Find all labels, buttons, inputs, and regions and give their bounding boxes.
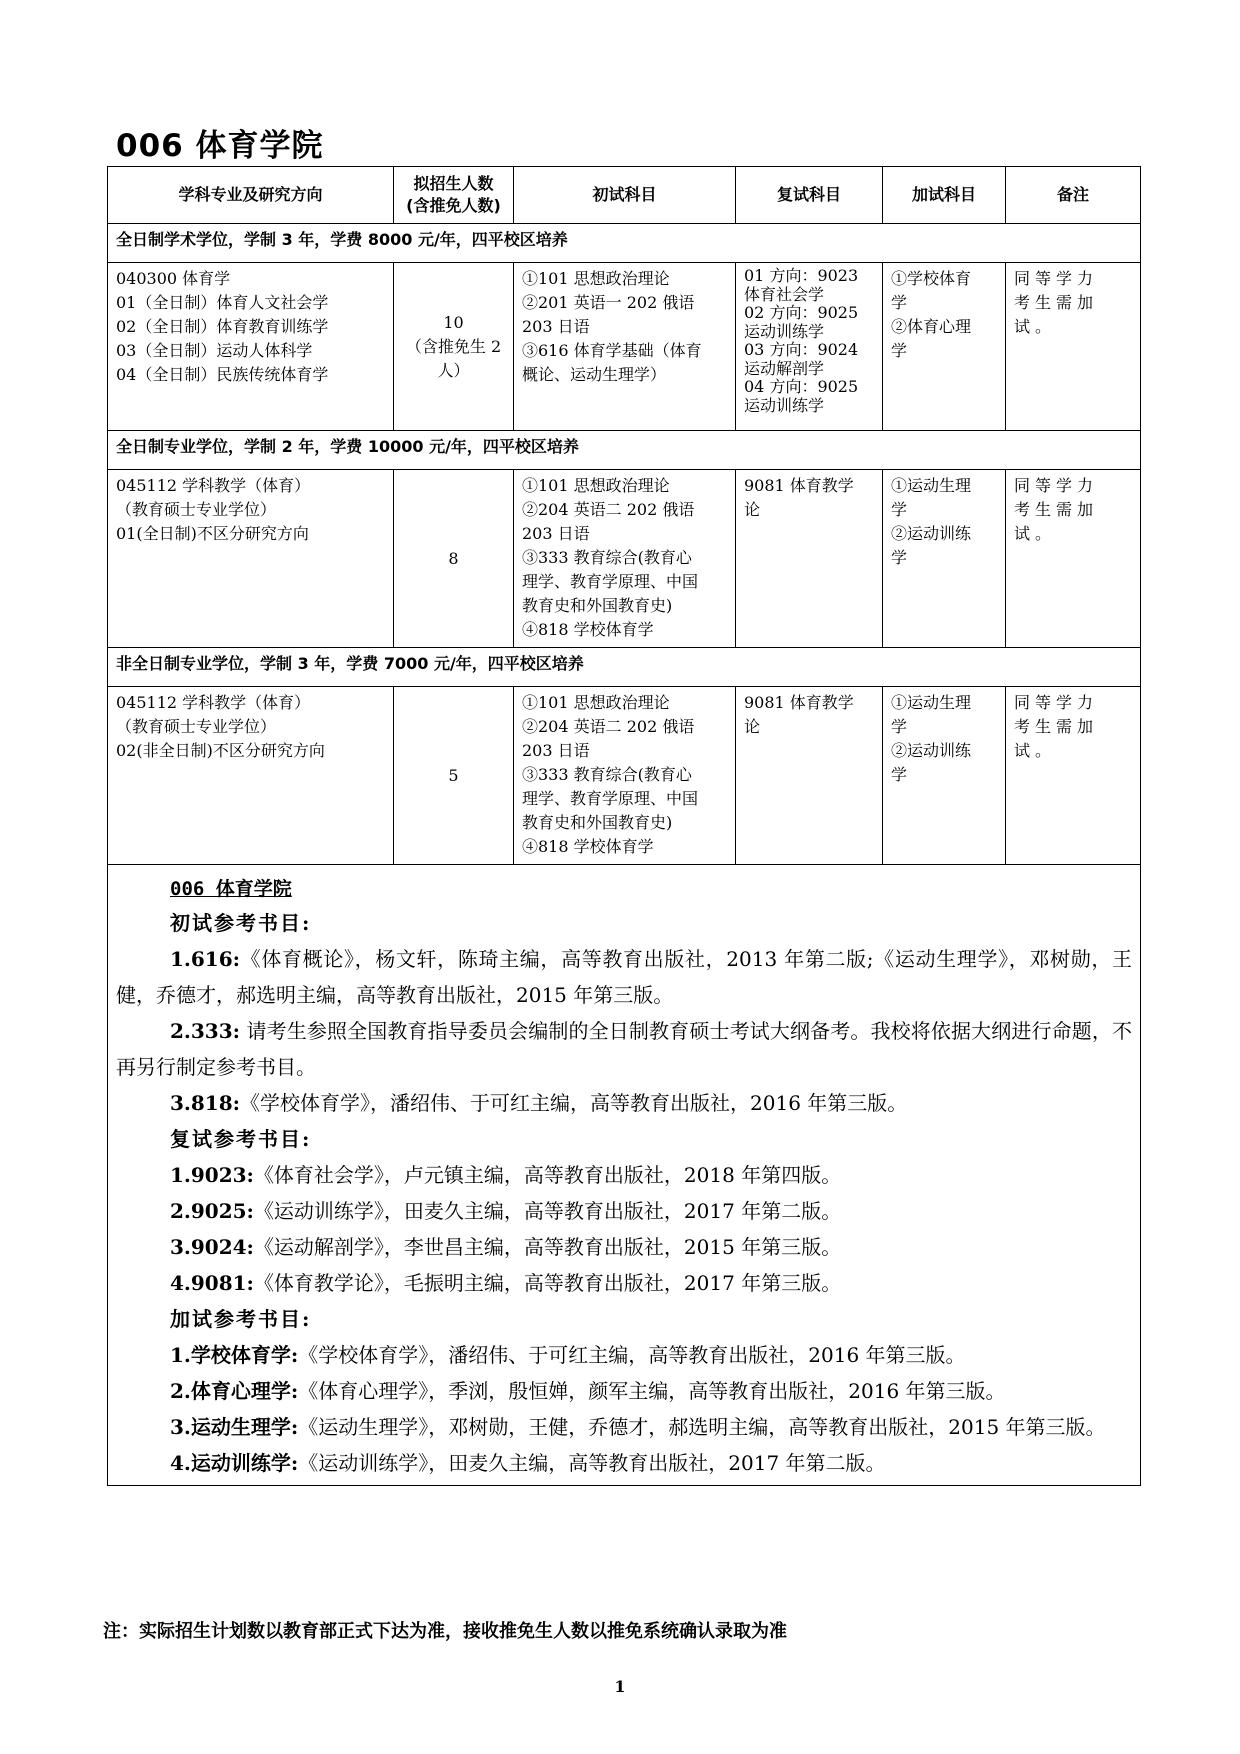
reference-text: 《学校体育学》，潘绍伟、于可红主编，高等教育出版社，2016 年第三版。 [298,1343,966,1367]
extra-references-list [116,1337,1132,1481]
reference-item [116,1085,1132,1121]
cell-line: ②运动训练 [891,741,972,760]
initial-exam-cell [514,470,736,648]
quota-cell [394,263,514,431]
reference-text: 《运动训练学》，田麦久主编，高等教育出版社，2017 年第二版。 [298,1451,886,1475]
reference-code: 3.818: [170,1091,241,1115]
cell-line: （教育硕士专业学位） [116,500,277,519]
cell-line: 040300 体育学 [116,269,231,288]
reference-text: 《学校体育学》，潘绍伟、于可红主编，高等教育出版社，2016 年第三版。 [240,1091,908,1115]
cell-line: 203 日语 [522,741,590,760]
cell-line: 学 [891,717,908,736]
remark-cell [1006,263,1141,431]
reference-item [116,1229,1132,1265]
cell-line: 03 方向：9024 [744,340,859,359]
reference-text: 请考生参照全国教育指导委员会编制的全日制教育硕士考试大纲备考。我校将依据大纲进行命题，不再另行制定参考书目。 [116,1019,1132,1079]
header-major: 学科专业及研究方向 [108,167,394,224]
admissions-table [107,166,1141,1486]
header-quota [394,167,514,224]
initial-exam-cell [514,687,736,865]
reference-text: 《运动训练学》，田麦久主编，高等教育出版社，2017 年第二版。 [253,1199,842,1223]
cell-line: ④818 学校体育学 [522,620,654,639]
cell-line: 9081 体育教学 [744,693,854,712]
extra-exam-cell [883,687,1006,865]
remark-cell [1006,687,1141,865]
major-cell [108,470,394,648]
cell-line: 04（全日制）民族传统体育学 [116,365,329,384]
section-heading: 非全日制专业学位，学制 3 年，学费 7000 元/年，四平校区培养 [108,648,1141,687]
reference-item [116,1409,1132,1445]
cell-line: ④818 学校体育学 [522,837,654,856]
references-title: 006 体育学院 [170,878,292,900]
cell-line: 学 [891,765,908,784]
reference-code: 2.333: [170,1019,241,1043]
cell-line: ③333 教育综合(教育心 [522,765,692,784]
cell-line: 体育社会学 [744,284,825,304]
reference-code: 4.9081: [170,1271,254,1295]
cell-line: 试。 [1014,317,1057,336]
page-title: 006 体育学院 [116,128,324,164]
reference-code: 1.616: [170,947,241,971]
reference-code: 4.运动训练学: [170,1451,299,1475]
cell-line: 学 [891,548,908,567]
section-heading-row [108,224,1141,263]
cell-line: ②204 英语二 202 俄语 [522,500,695,519]
extra-exam-cell [883,263,1006,431]
cell-line: 学 [891,500,908,519]
reference-text: 《体育概论》，杨文轩，陈琦主编，高等教育出版社，2013 年第二版;《运动生理学》，邓树勋，王健，乔德才，郝选明主编，高等教育出版社，2015 年第三版。 [116,947,1132,1007]
cell-line: 045112 学科教学（体育） [116,476,311,495]
reference-text: 《体育社会学》，卢元镇主编，高等教育出版社，2018 年第四版。 [253,1163,842,1187]
cell-line: 试。 [1014,741,1057,760]
initial-exam-cell [514,263,736,431]
cell-line: 概论、运动生理学） [522,365,667,384]
header-extra-exam: 加试科目 [883,167,1006,224]
retest-references-list [116,1157,1132,1301]
reference-item [116,1265,1132,1301]
section-heading-row [108,648,1141,687]
cell-line: ①101 思想政治理论 [522,693,670,712]
extra-references-heading: 加试参考书目: [170,1307,312,1331]
cell-line: 02(非全日制)不区分研究方向 [116,741,325,760]
cell-line: ①运动生理 [891,693,972,712]
major-cell [108,687,394,865]
cell-line: 203 日语 [522,317,590,336]
cell-line: 论 [744,717,761,736]
section-heading: 全日制学术学位，学制 3 年，学费 8000 元/年，四平校区培养 [108,224,1141,263]
cell-line: 10 [443,312,464,332]
header-initial-exam: 初试科目 [514,167,736,224]
initial-references-heading: 初试参考书目: [170,911,312,935]
cell-line: 同等学力 [1014,693,1099,712]
cell-line: 运动训练学 [744,395,825,415]
reference-code: 3.9024: [170,1235,254,1259]
reference-text: 《体育心理学》，季浏，殷恒婵，颜军主编，高等教育出版社，2016 年第三版。 [298,1379,1006,1403]
reference-code: 1.学校体育学: [170,1343,299,1367]
cell-line: ①学校体育 [891,269,972,288]
cell-line: 02 方向：9025 [744,303,859,322]
reference-code: 2.体育心理学: [170,1379,299,1403]
cell-line: ②体育心理 [891,317,972,336]
reference-item [116,1193,1132,1229]
cell-line: 理学、教育学原理、中国 [522,572,699,591]
section-heading-row [108,431,1141,470]
retest-references-heading: 复试参考书目: [170,1127,312,1151]
cell-line: 理学、教育学原理、中国 [522,789,699,808]
cell-line: 考生需加 [1014,717,1099,736]
cell-line: 8 [448,548,459,568]
cell-line: 045112 学科教学（体育） [116,693,311,712]
section-heading: 全日制专业学位，学制 2 年，学费 10000 元/年，四平校区培养 [108,431,1141,470]
cell-line: ①101 思想政治理论 [522,269,670,288]
program-row [108,687,1141,865]
cell-line: ③616 体育学基础（体育 [522,341,702,360]
retest-cell [736,470,883,648]
reference-item [116,1337,1132,1373]
page-number: 1 [614,1677,626,1696]
cell-line: 203 日语 [522,524,590,543]
cell-line: 教育史和外国教育史) [522,596,673,615]
program-row [108,470,1141,648]
cell-line: 考生需加 [1014,293,1099,312]
reference-item [116,1157,1132,1193]
references-row [108,865,1141,1486]
quota-cell [394,470,514,648]
header-retest: 复试科目 [736,167,883,224]
cell-line: ①101 思想政治理论 [522,476,670,495]
cell-line: ②运动训练 [891,524,972,543]
cell-line: （教育硕士专业学位） [116,717,277,736]
quota-cell [394,687,514,865]
header-quota-line1: 拟招生人数 [413,174,494,193]
cell-line: 03（全日制）运动人体科学 [116,341,313,360]
cell-line: 同等学力 [1014,476,1099,495]
cell-line: 同等学力 [1014,269,1099,288]
cell-line: ②204 英语二 202 俄语 [522,717,695,736]
reference-code: 2.9025: [170,1199,254,1223]
references-cell [108,865,1141,1486]
retest-cell [736,263,883,431]
cell-line: 9081 体育教学 [744,476,854,495]
cell-line: （含推免生 2 [405,336,502,356]
cell-line: 考生需加 [1014,500,1099,519]
extra-exam-cell [883,470,1006,648]
cell-line: 01（全日制）体育人文社会学 [116,293,329,312]
cell-line: 运动解剖学 [744,358,825,378]
cell-line: 学 [891,341,908,360]
cell-line: 运动训练学 [744,321,825,341]
cell-line: 人） [437,360,470,380]
cell-line: ②201 英语一 202 俄语 [522,293,695,312]
remark-cell [1006,470,1141,648]
reference-text: 《体育教学论》，毛振明主编，高等教育出版社，2017 年第三版。 [253,1271,842,1295]
cell-line: ③333 教育综合(教育心 [522,548,692,567]
cell-line: 学 [891,293,908,312]
cell-line: 5 [448,765,459,785]
initial-references-list [116,941,1132,1121]
reference-item [116,941,1132,1013]
reference-code: 3.运动生理学: [170,1415,299,1439]
cell-line: 01 方向：9023 [744,266,859,285]
reference-text: 《运动生理学》，邓树勋，王健，乔德才，郝选明主编，高等教育出版社，2015 年第三版。 [298,1415,1106,1439]
footnote: 注：实际招生计划数以教育部正式下达为准，接收推免生人数以推免系统确认录取为准 [103,1621,787,1642]
cell-line: 教育史和外国教育史) [522,813,673,832]
program-row [108,263,1141,431]
cell-line: 02（全日制）体育教育训练学 [116,317,329,336]
reference-text: 《运动解剖学》，李世昌主编，高等教育出版社，2015 年第三版。 [253,1235,842,1259]
reference-item [116,1013,1132,1085]
cell-line: 论 [744,500,761,519]
reference-item [116,1373,1132,1409]
reference-item [116,1445,1132,1481]
header-quota-line2: (含推免人数) [406,196,501,215]
header-row [108,167,1141,224]
cell-line: 01(全日制)不区分研究方向 [116,524,309,543]
retest-cell [736,687,883,865]
reference-code: 1.9023: [170,1163,254,1187]
cell-line: 04 方向：9025 [744,377,859,396]
cell-line: ①运动生理 [891,476,972,495]
cell-line: 试。 [1014,524,1057,543]
header-remark: 备注 [1006,167,1141,224]
major-cell [108,263,394,431]
